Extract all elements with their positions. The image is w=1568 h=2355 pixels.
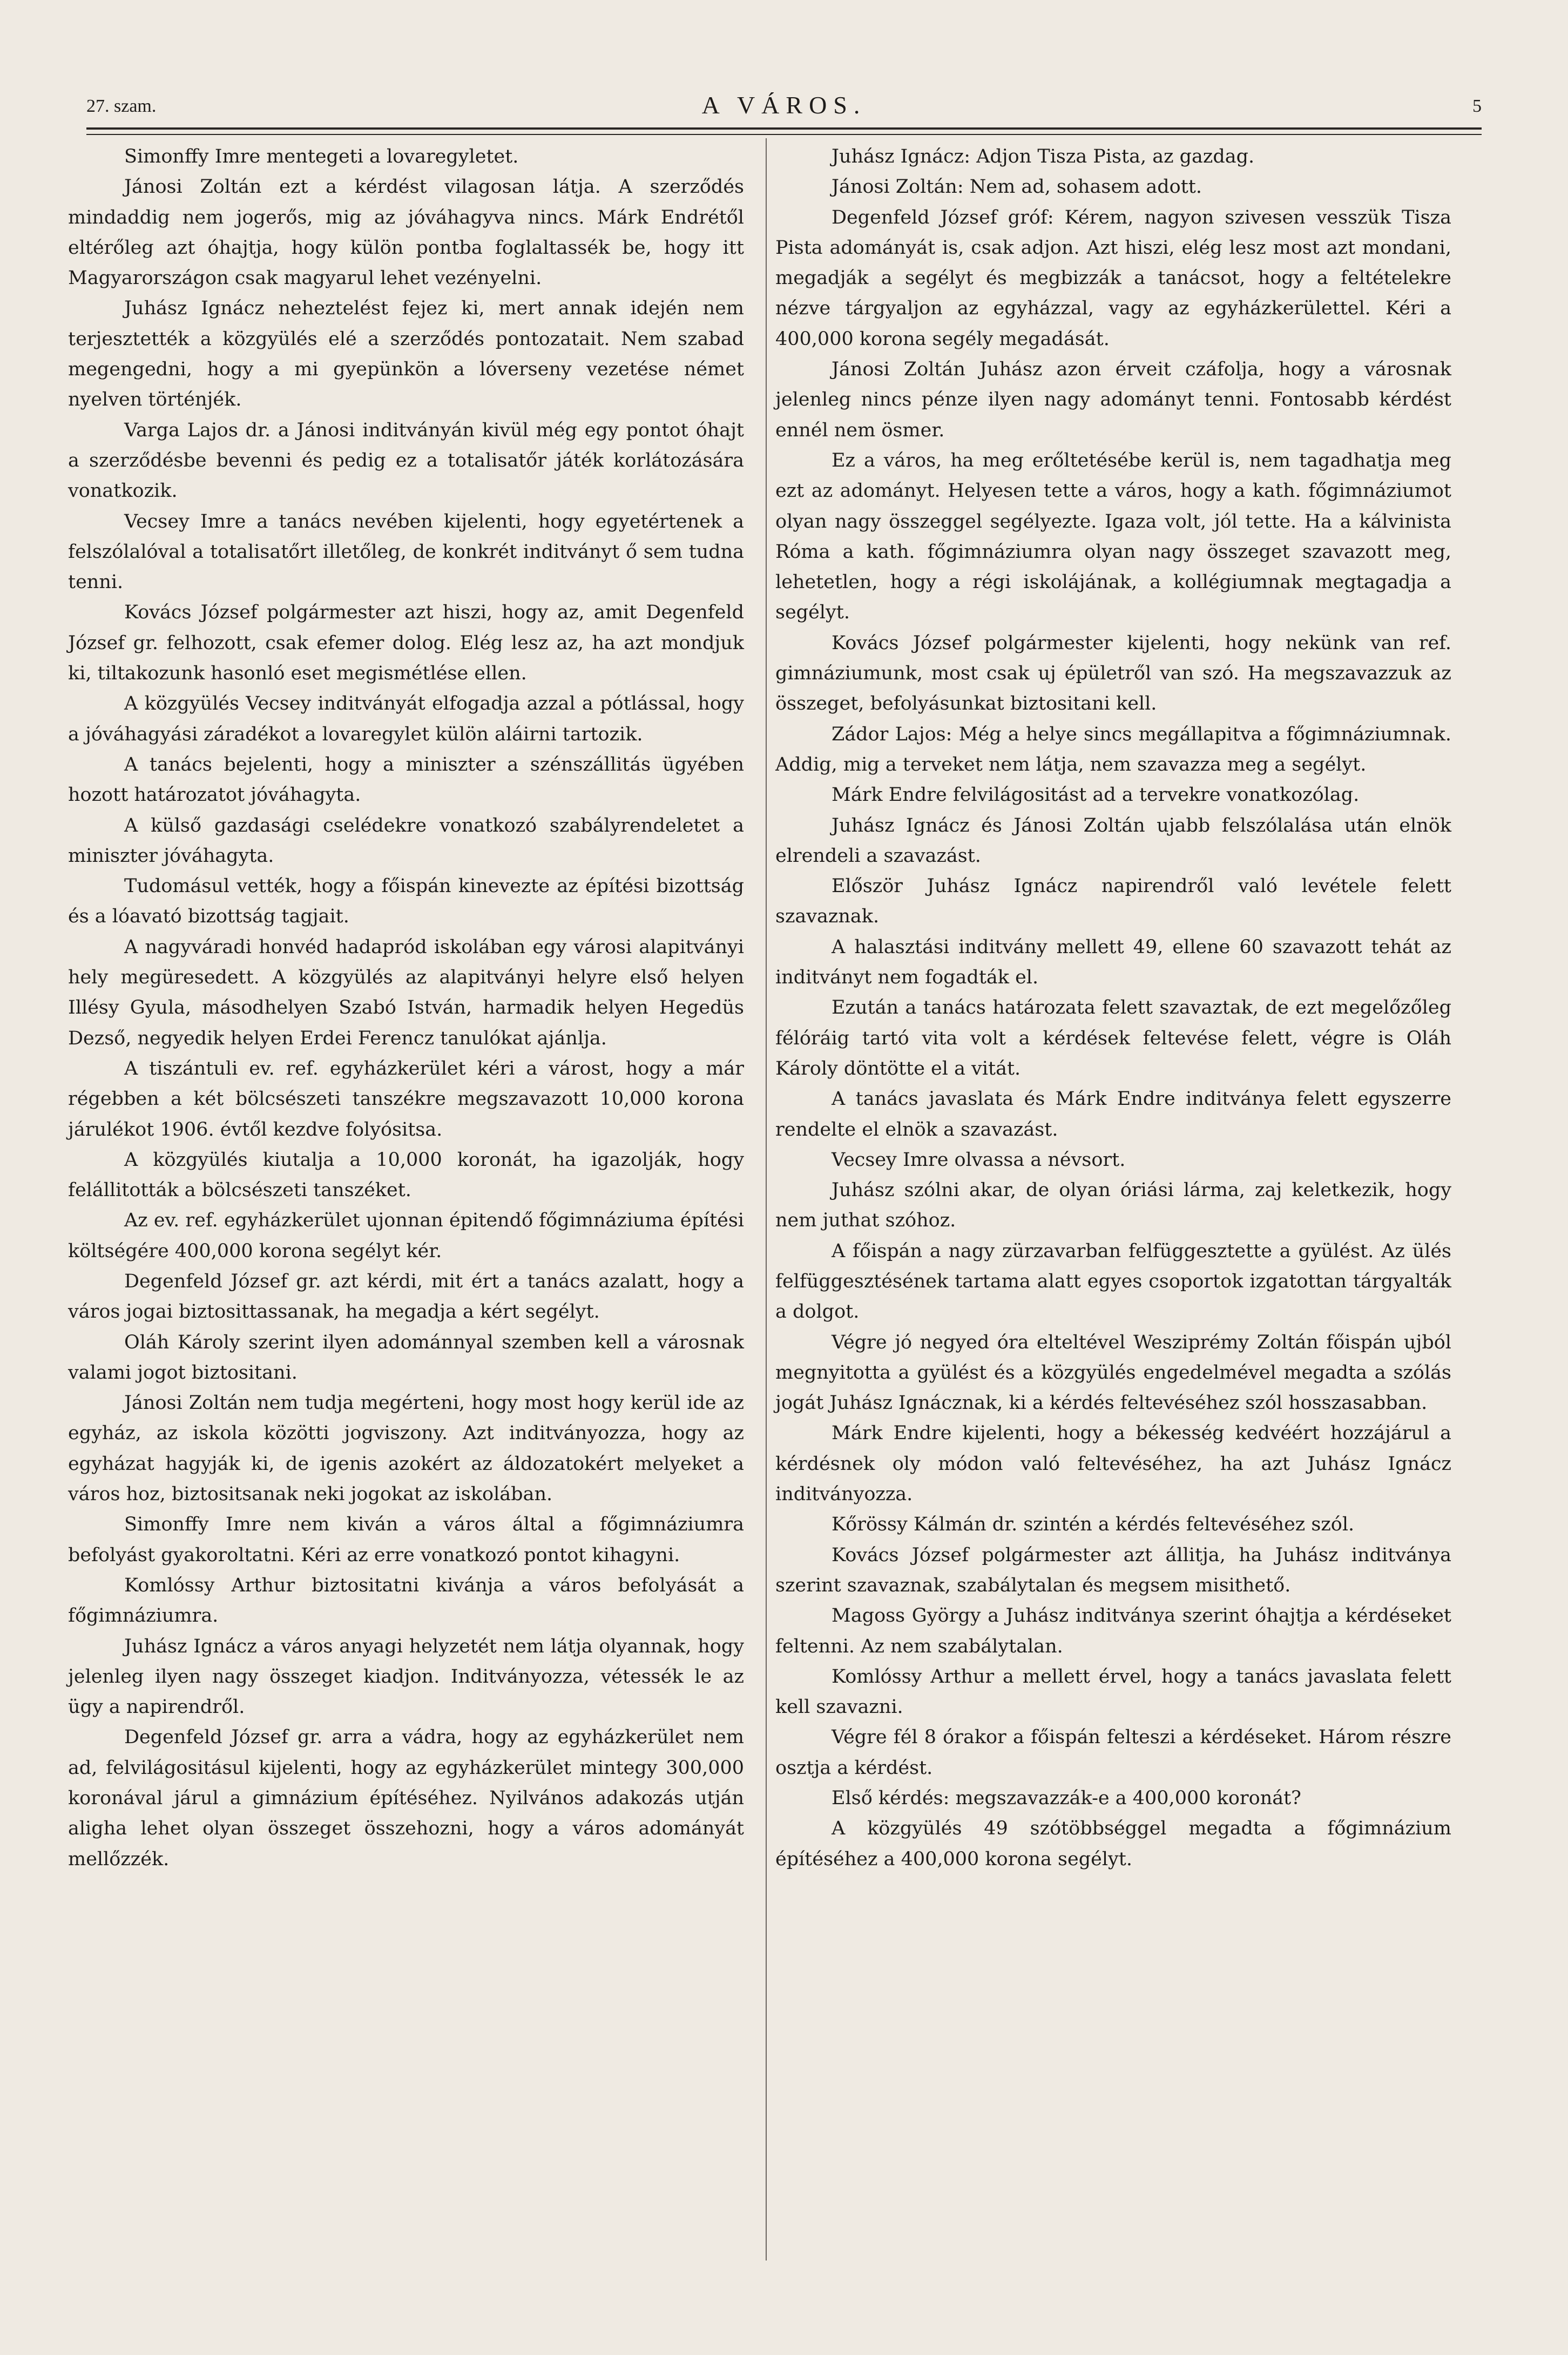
- paragraph: Komlóssy Arthur a mellett érvel, hogy a tanács javaslata felett kell szavazni.: [775, 1665, 1451, 1718]
- paragraph: A főispán a nagy zürzavarban felfüggesztette a gyülést. Az ülés felfüggesztésének tartama alatt egyes csoportok izgatottan tárgyalták a dolgot.: [775, 1240, 1451, 1323]
- page-header: [86, 91, 1482, 123]
- paragraph: Oláh Károly szerint ilyen adománnyal szemben kell a városnak valami jogot biztositani.: [68, 1331, 744, 1384]
- paragraph: Jánosi Zoltán Juhász azon érveit czáfolja, hogy a városnak jelenleg nincs pénze ilyen nagy adományt tenni. Fontosabb kérdést ennél nem ösmer.: [775, 359, 1451, 441]
- header-rule: [86, 127, 1482, 130]
- paragraph: Degenfeld József gróf: Kérem, nagyon szivesen vesszük Tisza Pista adományát is, csak adjon. Azt hiszi, elég lesz most azt mondani, megadják a segélyt és megbizzák a tanácsot, hogy a feltételekre nézve tárgyaljon az egyházzal, vagy az egyházkerülettel. Kéri a 400,000 korona segély megadását.: [775, 206, 1451, 350]
- paragraph: A közgyülés 49 szótöbbséggel megadta a főgimnázium építéséhez a 400,000 korona segélyt.: [775, 1818, 1451, 1870]
- paragraph: Először Juhász Ignácz napirendről való levétele felett szavaznak.: [775, 875, 1451, 928]
- left-column: [68, 141, 744, 1874]
- paragraph: Zádor Lajos: Még a helye sincs megállapitva a főgimnáziumnak. Addig, mig a terveket nem látja, nem szavazza meg a segélyt.: [775, 723, 1451, 775]
- paragraph: Juhász Ignácz és Jánosi Zoltán ujabb felszólalása után elnök elrendeli a szavazást.: [775, 814, 1451, 867]
- paragraph: Magoss György a Juhász inditványa szerint óhajtja a kérdéseket feltenni. Az nem szabálytalan.: [775, 1605, 1451, 1657]
- paragraph: A közgyülés Vecsey inditványát elfogadja azzal a pótlással, hogy a jóváhagyási záradékot a lovaregylet külön aláirni tartozik.: [68, 693, 744, 745]
- paragraph: Kovács József polgármester azt hiszi, hogy az, amit Degenfeld József gr. felhozott, csak efemer dolog. Elég lesz az, ha azt mondjuk ki, tiltakozunk hasonló eset megismétlése ellen.: [68, 602, 744, 685]
- paragraph: Kovács József polgármester kijelenti, hogy nekünk van ref. gimnáziumunk, most csak uj épületről van szó. Ha megszavazzuk az összeget, befolyásunkat biztositani kell.: [775, 632, 1451, 715]
- paragraph: Jánosi Zoltán nem tudja megérteni, hogy most hogy kerül ide az egyház, az iskola közötti jogviszony. Azt inditványozza, hogy az egyházat hagyják ki, de igenis azokért az áldozatokért melyeket a város hoz, biztositsanak neki jogokat az iskolában.: [68, 1392, 744, 1506]
- paragraph: A tanács javaslata és Márk Endre inditványa felett egyszerre rendelte el elnök a szavazást.: [775, 1088, 1451, 1141]
- paragraph: Juhász szólni akar, de olyan óriási lárma, zaj keletkezik, hogy nem juthat szóhoz.: [775, 1179, 1451, 1232]
- right-column: [775, 141, 1451, 1874]
- paragraph: Márk Endre kijelenti, hogy a békesség kedvéért hozzájárul a kérdésnek oly módon való feltevéséhez, ha azt Juhász Ignácz inditványozza.: [775, 1422, 1451, 1506]
- paragraph: Ez a város, ha meg erőltetésébe kerül is, nem tagadhatja meg ezt az adományt. Helyesen tette a város, hogy a kath. főgimnáziumot olyan nagy összeggel segélyezte. Igaza volt, jól tette. Ha a kálvinista Róma a kath. főgimnáziumra olyan nagy összeget szavazott meg, lehetetlen, hogy a régi iskolájának, a kollégiumnak megtagadja a segélyt.: [775, 449, 1451, 624]
- paragraph: Degenfeld József gr. azt kérdi, mit ért a tanács azalatt, hogy a város jogai biztosittassanak, ha megadja a kért segélyt.: [68, 1270, 744, 1323]
- paragraph: Az ev. ref. egyházkerület ujonnan épitendő főgimnáziuma építési költségére 400,000 korona segélyt kér.: [68, 1210, 744, 1262]
- paragraph: Juhász Ignácz neheztelést fejez ki, mert annak idején nem terjesztették a közgyülés elé a szerződés pontozatait. Nem szabad megengedni, hogy a mi gyepünkön a lóverseny vezetése német nyelven történjék.: [68, 298, 744, 411]
- paragraph: Vecsey Imre olvassa a névsort.: [832, 1149, 1126, 1171]
- column-divider: [766, 138, 767, 2260]
- paragraph: Vecsey Imre a tanács nevében kijelenti, hogy egyetértenek a felszólalóval a totalisatőrt illetőleg, de konkrét inditványt ő sem tudna tenni.: [68, 510, 744, 593]
- paragraph: Végre fél 8 órakor a főispán felteszi a kérdéseket. Három részre osztja a kérdést.: [775, 1726, 1451, 1779]
- paragraph: Juhász Ignácz a város anyagi helyzetét nem látja olyannak, hogy jelenleg ilyen nagy összeget kiadjon. Inditványozza, vétessék le az ügy a napirendről.: [68, 1635, 744, 1718]
- issue-number: 27. szam.: [86, 96, 157, 116]
- paragraph: Komlóssy Arthur biztositatni kivánja a város befolyását a főgimnáziumra.: [68, 1574, 744, 1627]
- paragraph: A külső gazdasági cselédekre vonatkozó szabályrendeletet a miniszter jóváhagyta.: [68, 814, 744, 867]
- paragraph: Ezután a tanács határozata felett szavaztak, de ezt megelőzőleg félóráig tartó vita volt a kérdések feltevése felett, végre is Oláh Károly döntötte el a vitát.: [775, 997, 1451, 1079]
- paragraph: A tanács bejelenti, hogy a miniszter a szénszállitás ügyében hozott határozatot jóváhagyta.: [68, 753, 744, 806]
- paragraph: Végre jó negyed óra elteltével Wesziprémy Zoltán főispán ujból megnyitotta a gyülést és a közgyülés engedelmével megadta a szólás jogát Juhász Ignácznak, ki a kérdés feltevéséhez szól hosszasabban.: [775, 1331, 1451, 1414]
- paragraph: A közgyülés kiutalja a 10,000 koronát, ha igazolják, hogy felállitották a bölcsészeti tanszéket.: [68, 1149, 744, 1202]
- paragraph: Juhász Ignácz: Adjon Tisza Pista, az gazdag.: [832, 146, 1255, 167]
- paragraph: A tiszántuli ev. ref. egyházkerület kéri a várost, hogy a már régebben a két bölcsészeti tanszékre megszavazott 10,000 korona járulékot 1906. évtől kezdve folyósitsa.: [68, 1057, 744, 1141]
- paragraph: Simonffy Imre mentegeti a lovaregyletet.: [124, 146, 519, 167]
- paragraph: Degenfeld József gr. arra a vádra, hogy az egyházkerület nem ad, felvilágositásul kijelenti, hogy az egyházkerület mintegy 300,000 koronával járul a gimnázium építéséhez. Nyilvános adakozás utján aligha lehet olyan összeget összehozni, hogy a város adományát mellőzzék.: [68, 1726, 744, 1870]
- paragraph: Kovács József polgármester azt állitja, ha Juhász inditványa szerint szavaznak, szabálytalan és megsem misithető.: [775, 1544, 1451, 1596]
- paragraph: Márk Endre felvilágositást ad a tervekre vonatkozólag.: [832, 784, 1360, 806]
- page-number: 5: [1472, 96, 1482, 116]
- paragraph: Jánosi Zoltán: Nem ad, sohasem adott.: [832, 176, 1202, 198]
- paragraph: Kőrössy Kálmán dr. szintén a kérdés feltevéséhez szól.: [832, 1514, 1355, 1536]
- newspaper-title: A VÁROS.: [701, 91, 867, 119]
- header-rule-thin: [86, 134, 1482, 135]
- paragraph: A halasztási inditvány mellett 49, ellene 60 szavazott tehát az inditványt nem fogadták el.: [775, 936, 1451, 989]
- paragraph: Simonffy Imre nem kiván a város által a főgimnáziumra befolyást gyakoroltatni. Kéri az erre vonatkozó pontot kihagyni.: [68, 1514, 744, 1566]
- paragraph: Varga Lajos dr. a Jánosi inditványán kivül még egy pontot óhajt a szerződésbe bevenni és pedig ez a totalisatőr játék korlátozására vonatkozik.: [68, 419, 744, 502]
- paragraph: Első kérdés: megszavazzák-e a 400,000 koronát?: [832, 1787, 1301, 1810]
- paragraph: Jánosi Zoltán ezt a kérdést vilagosan látja. A szerződés mindaddig nem jogerős, mig az jóváhagyva nincs. Márk Endrétől eltérőleg azt óhajtja, hogy külön pontba foglaltassék be, hogy itt Magyarországon csak magyarul lehet vezényelni.: [68, 176, 744, 289]
- paragraph: A nagyváradi honvéd hadapród iskolában egy városi alapitványi hely megüresedett. A közgyülés az alapitványi helyre első helyen Illésy Gyula, másodhelyen Szabó István, harmadik helyen Hegedüs Dezső, negyedik helyen Erdei Ferencz tanulókat ajánlja.: [68, 936, 744, 1049]
- paragraph: Tudomásul vették, hogy a főispán kinevezte az építési bizottság és a lóavató bizottság tagjait.: [68, 875, 744, 928]
